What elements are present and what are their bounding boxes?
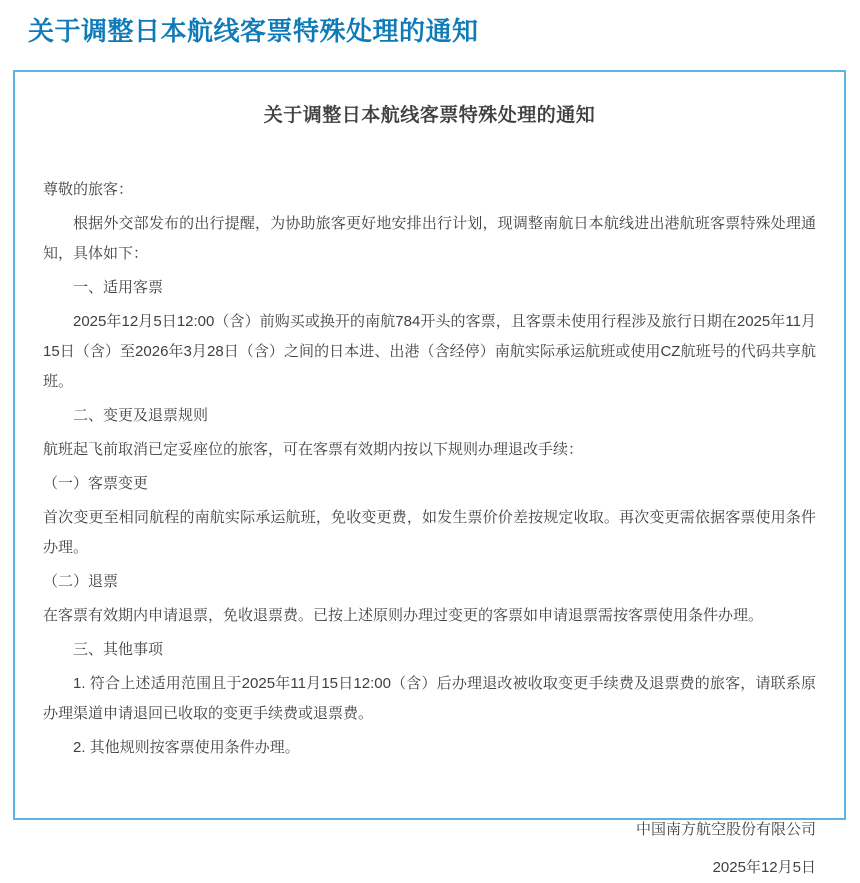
signature-block (43, 815, 816, 883)
notice-paragraph: 根据外交部发布的出行提醒，为协助旅客更好地安排出行计划，现调整南航日本航线进出港航班客票特殊处理通知，具体如下： (43, 215, 816, 262)
notice-title: 关于调整日本航线客票特殊处理的通知 (263, 105, 596, 126)
signature-date: 2025年12月5日 (712, 859, 816, 876)
notice-paragraph: 2. 其他规则按客票使用条件办理。 (73, 739, 300, 756)
notice-paragraph: 首次变更至相同航程的南航实际承运航班，免收变更费，如发生票价价差按规定收取。再次变更需依据客票使用条件办理。 (43, 509, 816, 556)
notice-paragraph: 尊敬的旅客： (43, 181, 134, 198)
notice-paragraph: 一、适用客票 (73, 279, 164, 296)
notice-paragraph: 航班起飞前取消已定妥座位的旅客，可在客票有效期内按以下规则办理退改手续： (43, 441, 584, 458)
notice-body (43, 175, 816, 763)
notice-paragraph: 三、其他事项 (73, 641, 164, 658)
page-heading: 关于调整日本航线客票特殊处理的通知 (28, 16, 479, 46)
notice-paragraph: 2025年12月5日12:00（含）前购买或换开的南航784开头的客票，且客票未使用行程涉及旅行日期在2025年11月15日（含）至2026年3月28日（含）之间的日本进、出港（含经停）南航实际承运航班或使用CZ航班号的代码共享航班。 (43, 313, 816, 390)
notice-paragraph: 二、变更及退票规则 (73, 407, 209, 424)
notice-paragraph: （一）客票变更 (43, 475, 149, 492)
notice-card (13, 70, 846, 876)
notice-paragraph: 1. 符合上述适用范围且于2025年11月15日12:00（含）后办理退改被收取变更手续费及退票费的旅客，请联系原办理渠道申请退回已收取的变更手续费或退票费。 (43, 675, 816, 722)
notice-paragraph: （二）退票 (43, 573, 119, 590)
signature-company: 中国南方航空股份有限公司 (635, 821, 816, 838)
notice-paragraph: 在客票有效期内申请退票，免收退票费。已按上述原则办理过变更的客票如申请退票需按客票使用条件办理。 (43, 607, 764, 624)
